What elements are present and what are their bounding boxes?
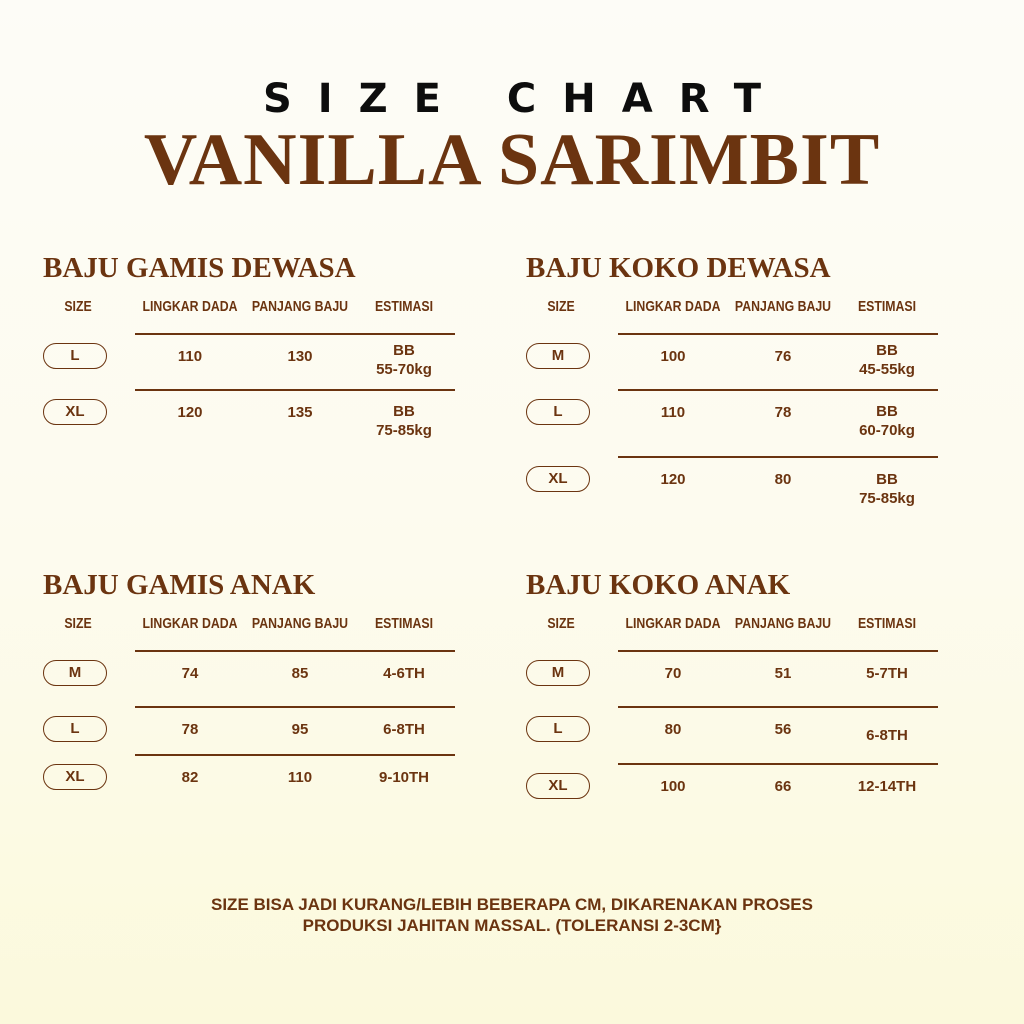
col-head-length: PANJANG BAJU [251, 615, 349, 632]
estimate-value [837, 470, 937, 508]
col-head-chest: LINGKAR DADA [625, 298, 721, 315]
estimate-value: 9-10TH [378, 769, 430, 786]
size-pill: M [526, 660, 590, 686]
size-pill: XL [526, 466, 590, 492]
row-divider [618, 456, 938, 458]
chest-value: 110 [177, 348, 203, 365]
estimate-line-2: 75-85kg [376, 422, 432, 439]
chest-value: 100 [660, 348, 686, 365]
size-pill: XL [43, 399, 107, 425]
size-pill: M [526, 343, 590, 369]
estimate-value: 6-8TH [866, 727, 908, 744]
col-head-length: PANJANG BAJU [734, 298, 832, 315]
estimate-value: 12-14TH [857, 778, 917, 795]
length-value: 110 [287, 769, 313, 786]
size-pill: XL [526, 773, 590, 799]
col-head-size: SIZE [64, 615, 92, 632]
chest-value: 82 [181, 769, 199, 786]
row-divider [135, 650, 455, 652]
col-head-chest: LINGKAR DADA [142, 615, 238, 632]
chest-value: 74 [181, 665, 199, 682]
size-pill: M [43, 660, 107, 686]
size-chart-heading: SIZE CHART [262, 76, 788, 122]
length-value: 135 [287, 404, 313, 421]
size-pill: L [526, 716, 590, 742]
estimate-value [837, 402, 937, 440]
row-divider [618, 333, 938, 335]
estimate-value [354, 402, 454, 440]
chest-value: 110 [660, 404, 686, 421]
section-koko-dewasa [526, 252, 956, 512]
estimate-line-2: 75-85kg [859, 490, 915, 507]
size-pill: L [43, 343, 107, 369]
col-head-length: PANJANG BAJU [734, 615, 832, 632]
col-head-chest: LINGKAR DADA [625, 615, 721, 632]
col-head-estimate: ESTIMASI [857, 615, 917, 632]
row-divider [618, 389, 938, 391]
row-divider [618, 650, 938, 652]
chest-value: 78 [181, 721, 199, 738]
estimate-value: 4-6TH [383, 665, 425, 682]
row-divider [618, 763, 938, 765]
chest-value: 80 [664, 721, 682, 738]
col-head-size: SIZE [64, 298, 92, 315]
estimate-line-1: BB [393, 342, 415, 359]
estimate-line-1: BB [876, 471, 898, 488]
row-divider [135, 389, 455, 391]
estimate-value [837, 341, 937, 379]
section-title: BAJU KOKO ANAK [526, 569, 791, 601]
length-value: 80 [774, 471, 792, 488]
length-value: 76 [774, 348, 792, 365]
col-head-estimate: ESTIMASI [374, 298, 434, 315]
length-value: 130 [287, 348, 313, 365]
col-head-estimate: ESTIMASI [374, 615, 434, 632]
chest-value: 120 [177, 404, 203, 421]
section-gamis-anak [43, 569, 473, 799]
tolerance-note-line-1: SIZE BISA JADI KURANG/LEBIH BEBERAPA CM, DIKARENAKAN PROSES [211, 895, 813, 914]
estimate-line-2: 45-55kg [859, 361, 915, 378]
estimate-line-1: BB [876, 342, 898, 359]
section-gamis-dewasa [43, 252, 473, 452]
estimate-line-2: 55-70kg [376, 361, 432, 378]
estimate-value: 6-8TH [383, 721, 425, 738]
col-head-chest: LINGKAR DADA [142, 298, 238, 315]
section-title: BAJU KOKO DEWASA [526, 252, 831, 284]
section-title: BAJU GAMIS DEWASA [43, 252, 356, 284]
estimate-line-2: 60-70kg [859, 422, 915, 439]
tolerance-note-line-2: PRODUKSI JAHITAN MASSAL. (TOLERANSI 2-3CM} [302, 916, 722, 935]
estimate-value [354, 341, 454, 379]
row-divider [135, 754, 455, 756]
length-value: 56 [774, 721, 792, 738]
row-divider [618, 706, 938, 708]
col-head-size: SIZE [547, 298, 575, 315]
length-value: 78 [774, 404, 792, 421]
length-value: 95 [291, 721, 309, 738]
col-head-estimate: ESTIMASI [857, 298, 917, 315]
section-koko-anak [526, 569, 956, 809]
col-head-size: SIZE [547, 615, 575, 632]
tolerance-note [0, 894, 1024, 936]
size-pill: XL [43, 764, 107, 790]
size-pill: L [526, 399, 590, 425]
length-value: 66 [774, 778, 792, 795]
chest-value: 120 [660, 471, 686, 488]
chest-value: 70 [664, 665, 682, 682]
length-value: 51 [774, 665, 792, 682]
estimate-line-1: BB [876, 403, 898, 420]
size-pill: L [43, 716, 107, 742]
row-divider [135, 333, 455, 335]
row-divider [135, 706, 455, 708]
estimate-value: 5-7TH [866, 665, 908, 682]
chest-value: 100 [660, 778, 686, 795]
product-title: VANILLA SARIMBIT [143, 119, 881, 201]
col-head-length: PANJANG BAJU [251, 298, 349, 315]
estimate-line-1: BB [393, 403, 415, 420]
section-title: BAJU GAMIS ANAK [43, 569, 316, 601]
length-value: 85 [291, 665, 309, 682]
